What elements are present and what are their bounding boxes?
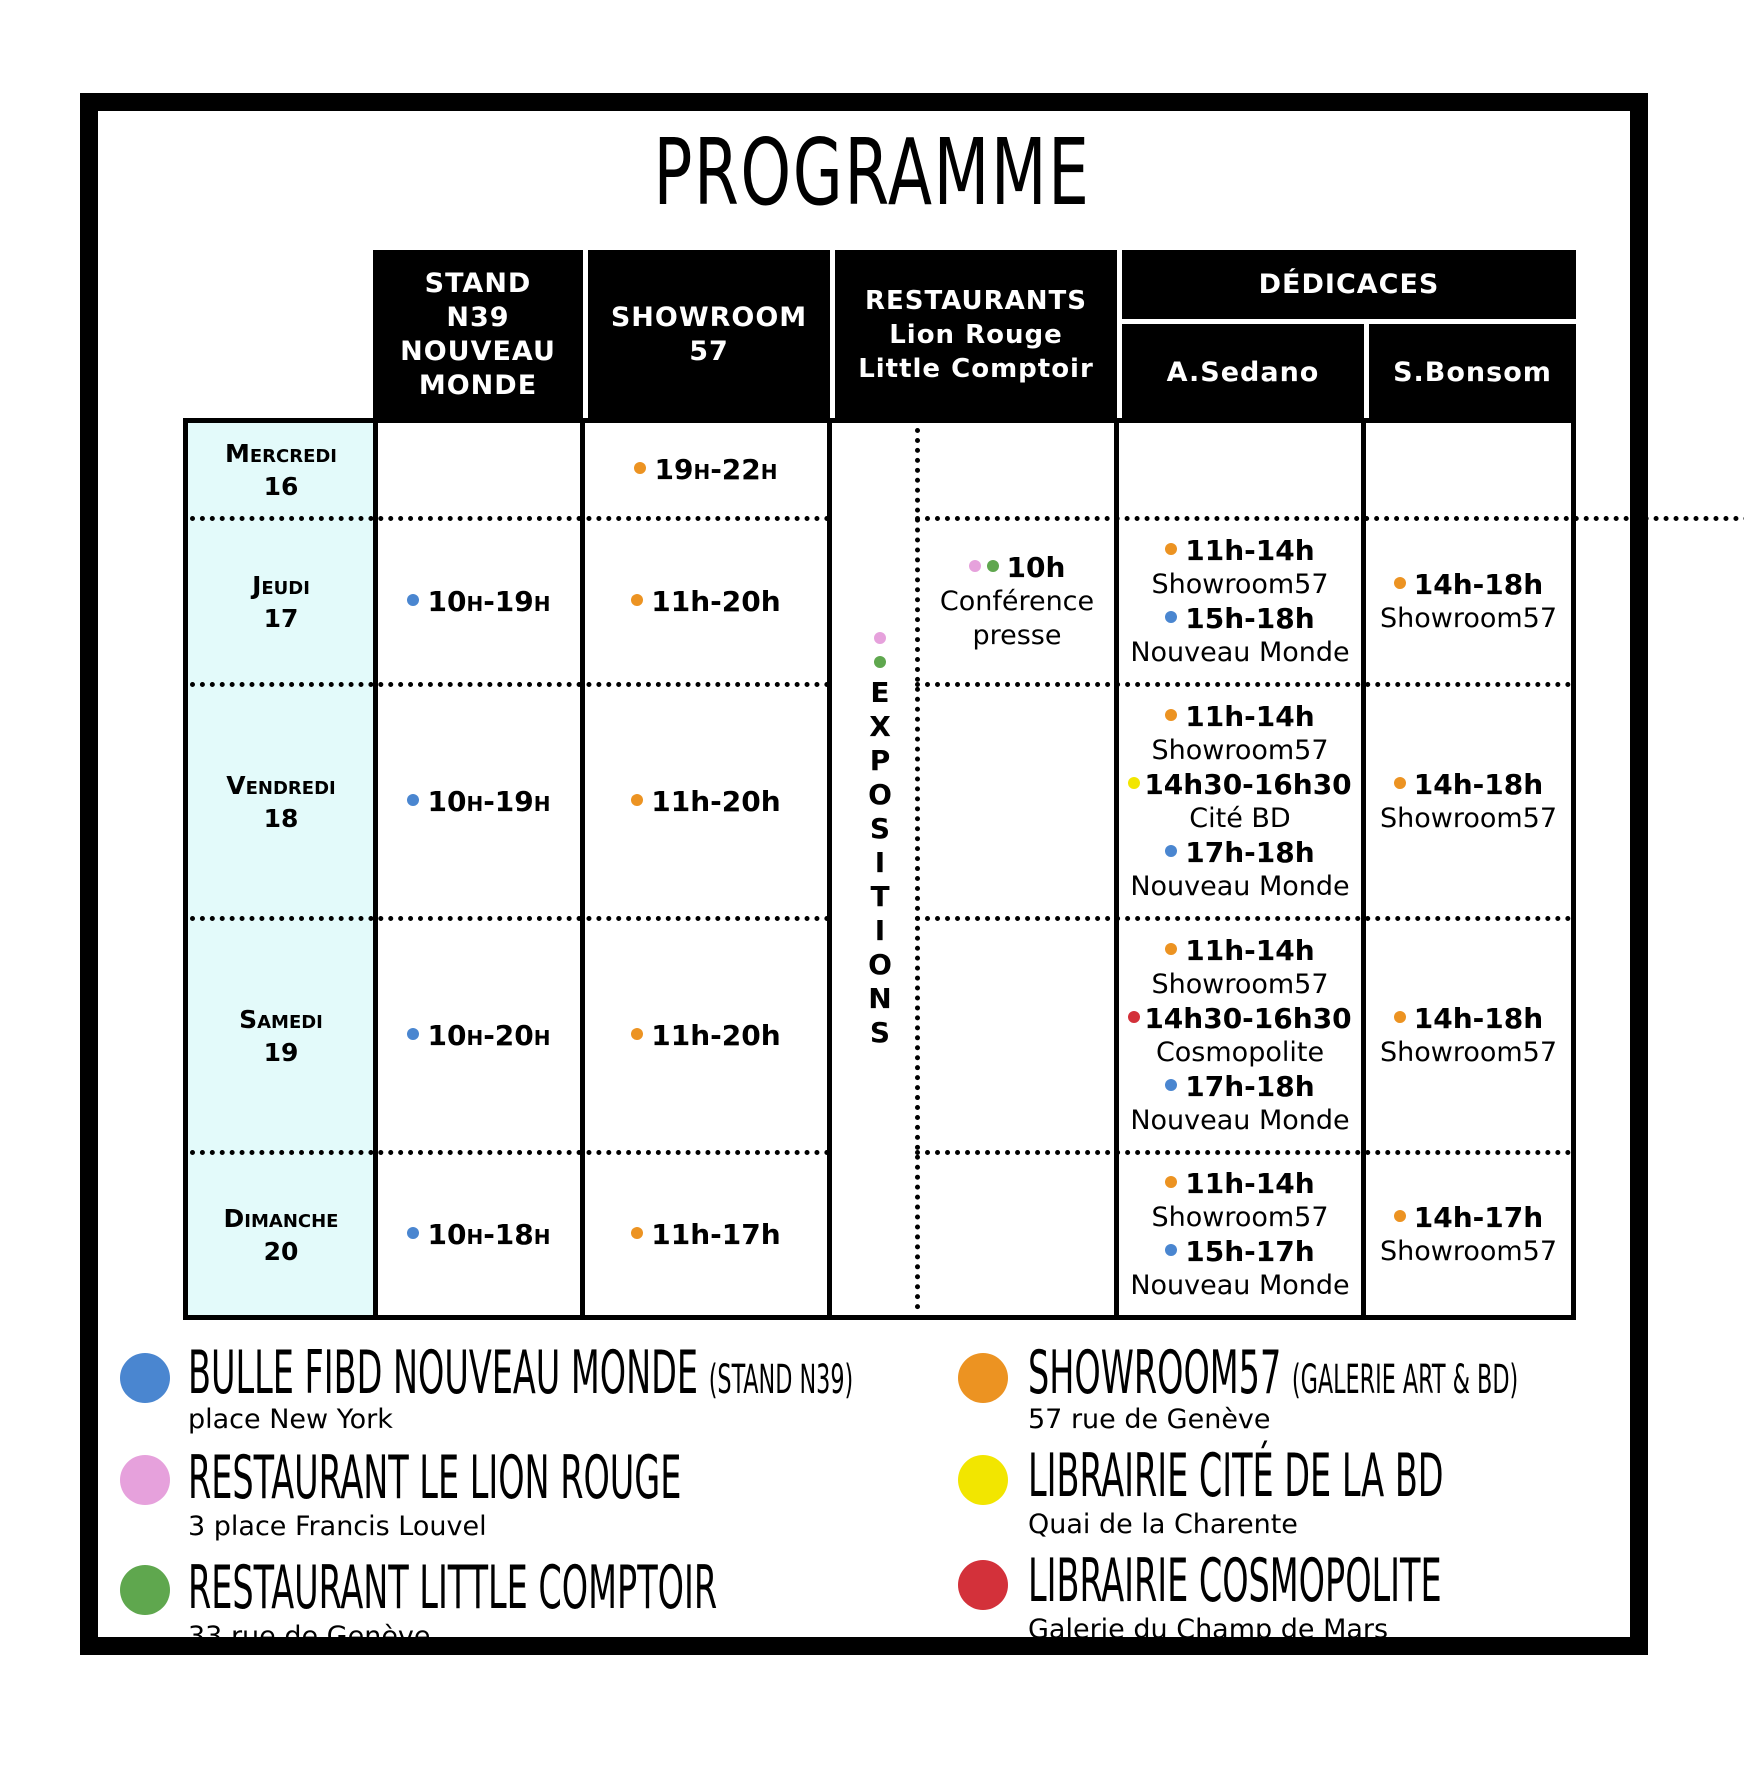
signing-time-text: 11h-14h: [1185, 933, 1315, 967]
stand-time-text: 10h-20h: [427, 1018, 551, 1052]
legend-name: [188, 1445, 681, 1511]
signing-time-text: 14h-17h: [1413, 1201, 1544, 1234]
pink-dot-icon: [120, 1455, 170, 1505]
legend-name: [1028, 1340, 1518, 1413]
expositions-letter: O: [868, 778, 892, 811]
signing-time: [1394, 568, 1543, 602]
signing-place: Showroom57: [1151, 968, 1329, 1000]
showroom-cell: [585, 921, 827, 1150]
yellow-dot-icon: [958, 1455, 1008, 1505]
orange-dot-icon: [631, 1028, 643, 1040]
orange-dot-icon: [958, 1353, 1008, 1403]
day-cell: [188, 1155, 374, 1315]
blue-dot-icon: [407, 794, 419, 806]
day-name: Vendredi: [226, 770, 336, 800]
sedano-cell: [1119, 921, 1361, 1150]
restaurant-cell: [920, 521, 1114, 682]
stand-cell: [378, 687, 580, 916]
showroom-time: [631, 1218, 780, 1252]
legend-name-text: RESTAURANT LITTLE COMPTOIR: [188, 1553, 718, 1623]
signing-place: Cité BD: [1189, 802, 1291, 834]
header-dedicaces: [1117, 250, 1576, 324]
day-number: 20: [263, 1237, 299, 1266]
day-name: Mercredi: [224, 438, 338, 468]
header-stand-line: N39: [446, 302, 510, 333]
expositions-letter: S: [869, 812, 891, 845]
showroom-cell: [585, 521, 827, 682]
red-dot-icon: [1128, 1011, 1140, 1023]
stand-time-text: 10h-19h: [427, 784, 551, 818]
orange-dot-icon: [631, 594, 643, 606]
signing-place: Showroom57: [1151, 1202, 1329, 1233]
bonsom-cell: [1366, 521, 1571, 682]
expositions-letter: P: [869, 744, 891, 777]
stand-time: [407, 1019, 550, 1053]
day-cell: [188, 521, 374, 682]
signing-time: [1165, 534, 1314, 568]
orange-dot-icon: [634, 462, 646, 474]
stand-time: [407, 785, 550, 819]
restaurant-time: [969, 551, 1066, 585]
restaurant-event: Conférence: [939, 585, 1095, 617]
signing-time-text: 11h-14h: [1185, 533, 1315, 567]
header-restaurants-line: Little Comptoir: [858, 354, 1094, 384]
legend-address: 3 place Francis Louvel: [188, 1511, 487, 1542]
signing-time-text: 15h-18h: [1185, 601, 1315, 635]
showroom-time-text: 11h-20h: [651, 1018, 781, 1052]
stand-cell: [378, 921, 580, 1150]
day-number: 17: [263, 603, 299, 633]
sedano-cell: [1119, 521, 1361, 682]
signing-time-text: 14h-18h: [1413, 567, 1544, 601]
expositions-letter: I: [874, 914, 886, 947]
expositions-letter: I: [874, 846, 886, 879]
blue-dot-icon: [1165, 845, 1177, 857]
expositions-dots: [865, 628, 895, 676]
legend-address: 33 rue de Genève: [188, 1621, 431, 1652]
green-dot-icon: [120, 1565, 170, 1615]
header-sedano-label: A.Sedano: [1166, 356, 1320, 388]
orange-dot-icon: [1165, 943, 1177, 955]
stand-time-text: 10h-18h: [427, 1218, 551, 1251]
signing-time-text: 17h-18h: [1185, 835, 1315, 869]
signing-time: [1128, 1002, 1351, 1036]
day-cell: [188, 921, 374, 1150]
signing-time-text: 14h-18h: [1413, 1001, 1544, 1035]
orange-dot-icon: [1394, 777, 1406, 789]
signing-time: [1165, 836, 1314, 870]
header-stand-line: NOUVEAU: [400, 336, 556, 367]
signing-time: [1165, 1167, 1314, 1201]
pink-dot-icon: [874, 632, 886, 644]
legend-name-text: SHOWROOM57: [1028, 1338, 1282, 1408]
legend-name: [1028, 1443, 1444, 1509]
header-bonsom-label: S.Bonsom: [1393, 356, 1552, 388]
orange-dot-icon: [1165, 543, 1177, 555]
signing-time-text: 11h-14h: [1185, 699, 1315, 733]
signing-place: Nouveau Monde: [1130, 636, 1350, 668]
legend-address: Galerie du Champ de Mars: [1028, 1614, 1389, 1645]
signing-place: Nouveau Monde: [1130, 1270, 1350, 1301]
header-restaurants: [830, 250, 1117, 420]
header-stand: [373, 250, 583, 420]
legend-name-extra: (GALERIE ART & BD): [1291, 1357, 1519, 1403]
red-dot-icon: [958, 1560, 1008, 1610]
header-showroom-line: 57: [689, 336, 729, 367]
legend-name: [188, 1555, 717, 1621]
showroom-time-text: 11h-20h: [651, 784, 781, 818]
legend-name-text: BULLE FIBD NOUVEAU MONDE: [188, 1338, 699, 1408]
restaurant-event: presse: [972, 619, 1062, 651]
header-dedicaces-label: DÉDICACES: [1258, 269, 1440, 300]
stand-time: [407, 585, 550, 619]
legend-address: Quai de la Charente: [1028, 1509, 1298, 1540]
signing-time: [1165, 1235, 1314, 1269]
header-sedano: [1117, 324, 1364, 420]
orange-dot-icon: [631, 794, 643, 806]
header-stand-line: STAND: [424, 268, 532, 299]
yellow-dot-icon: [1128, 777, 1140, 789]
showroom-cell: [585, 687, 827, 916]
signing-place: Nouveau Monde: [1130, 870, 1350, 902]
signing-place: Showroom57: [1151, 734, 1329, 766]
green-dot-icon: [987, 560, 999, 572]
legend-address: place New York: [188, 1404, 393, 1435]
blue-dot-icon: [407, 594, 419, 606]
signing-time-text: 14h30-16h30: [1144, 1001, 1352, 1035]
blue-dot-icon: [1165, 1079, 1177, 1091]
orange-dot-icon: [1394, 1011, 1406, 1023]
signing-time: [1165, 602, 1314, 636]
bonsom-cell: [1366, 1155, 1571, 1315]
showroom-time: [634, 453, 777, 487]
orange-dot-icon: [1394, 1210, 1406, 1222]
showroom-time: [631, 585, 780, 619]
showroom-time-text: 19h-22h: [654, 452, 778, 486]
expositions-letter: T: [870, 880, 890, 913]
orange-dot-icon: [1394, 577, 1406, 589]
legend-name: [1028, 1548, 1442, 1614]
expositions-letter: S: [869, 1016, 891, 1049]
signing-time-text: 17h-18h: [1185, 1069, 1315, 1103]
signing-place: Showroom57: [1151, 568, 1329, 600]
day-name: Jeudi: [252, 570, 310, 600]
signing-time-text: 11h-14h: [1185, 1167, 1315, 1200]
signing-place: Showroom57: [1379, 1036, 1558, 1068]
showroom-cell: [585, 423, 827, 516]
signing-time: [1165, 700, 1314, 734]
expositions-letter: O: [868, 948, 892, 981]
sedano-cell: [1119, 1155, 1361, 1315]
orange-dot-icon: [631, 1227, 643, 1239]
legend-name-text: RESTAURANT LE LION ROUGE: [188, 1443, 682, 1513]
header-stand-line: MONDE: [418, 370, 538, 401]
page-title: PROGRAMME: [653, 119, 1091, 226]
signing-time: [1128, 768, 1351, 802]
blue-dot-icon: [407, 1028, 419, 1040]
blue-dot-icon: [120, 1353, 170, 1403]
signing-time: [1165, 934, 1314, 968]
day-name: Samedi: [239, 1004, 323, 1034]
signing-time: [1394, 1002, 1543, 1036]
expositions-letter: N: [868, 982, 892, 1015]
signing-time-text: 14h-18h: [1413, 767, 1544, 801]
expositions-letter: E: [870, 676, 890, 709]
blue-dot-icon: [1165, 611, 1177, 623]
stand-time: [407, 1218, 550, 1252]
blue-dot-icon: [1165, 1244, 1177, 1256]
restaurant-time-text: 10h: [1006, 550, 1066, 584]
sedano-cell: [1119, 687, 1361, 916]
header-showroom-line: SHOWROOM: [610, 302, 808, 333]
bonsom-cell: [1366, 687, 1571, 916]
legend-name-text: LIBRAIRIE COSMOPOLITE: [1028, 1546, 1442, 1616]
showroom-time-text: 11h-17h: [651, 1218, 781, 1251]
signing-time-text: 14h30-16h30: [1144, 767, 1352, 801]
signing-place: Showroom57: [1379, 1236, 1558, 1267]
bonsom-cell: [1366, 921, 1571, 1150]
day-number: 19: [263, 1037, 299, 1067]
showroom-time-text: 11h-20h: [651, 584, 781, 618]
expositions-letter: X: [869, 710, 891, 743]
legend-name: [188, 1340, 853, 1413]
pink-dot-icon: [969, 560, 981, 572]
header-bonsom: [1364, 324, 1576, 420]
stand-cell: [378, 1155, 580, 1315]
expositions-label: [865, 628, 895, 1050]
signing-time-text: 15h-17h: [1185, 1235, 1315, 1268]
signing-time: [1394, 768, 1543, 802]
signing-place: Showroom57: [1379, 802, 1558, 834]
green-dot-icon: [874, 656, 886, 668]
showroom-cell: [585, 1155, 827, 1315]
orange-dot-icon: [1165, 709, 1177, 721]
day-number: 16: [263, 471, 299, 501]
legend-name-extra: (STAND N39): [708, 1357, 854, 1403]
day-cell: [188, 687, 374, 916]
blue-dot-icon: [407, 1227, 419, 1239]
header-restaurants-line: RESTAURANTS: [864, 286, 1088, 316]
signing-place: Cosmopolite: [1155, 1036, 1325, 1068]
legend-address: 57 rue de Genève: [1028, 1404, 1271, 1435]
showroom-time: [631, 785, 780, 819]
orange-dot-icon: [1165, 1176, 1177, 1188]
stand-cell: [378, 521, 580, 682]
signing-time: [1394, 1201, 1543, 1235]
column-divider: [827, 418, 832, 1320]
stand-time-text: 10h-19h: [427, 584, 551, 618]
showroom-time: [631, 1019, 780, 1053]
legend-name-text: LIBRAIRIE CITÉ DE LA BD: [1028, 1441, 1444, 1511]
day-cell: [188, 423, 374, 516]
day-name: Dimanche: [223, 1204, 339, 1233]
header-restaurants-line: Lion Rouge: [889, 320, 1063, 350]
header-showroom: [583, 250, 830, 420]
day-number: 18: [263, 803, 299, 833]
signing-place: Nouveau Monde: [1130, 1104, 1350, 1136]
signing-place: Showroom57: [1379, 602, 1558, 634]
signing-time: [1165, 1070, 1314, 1104]
